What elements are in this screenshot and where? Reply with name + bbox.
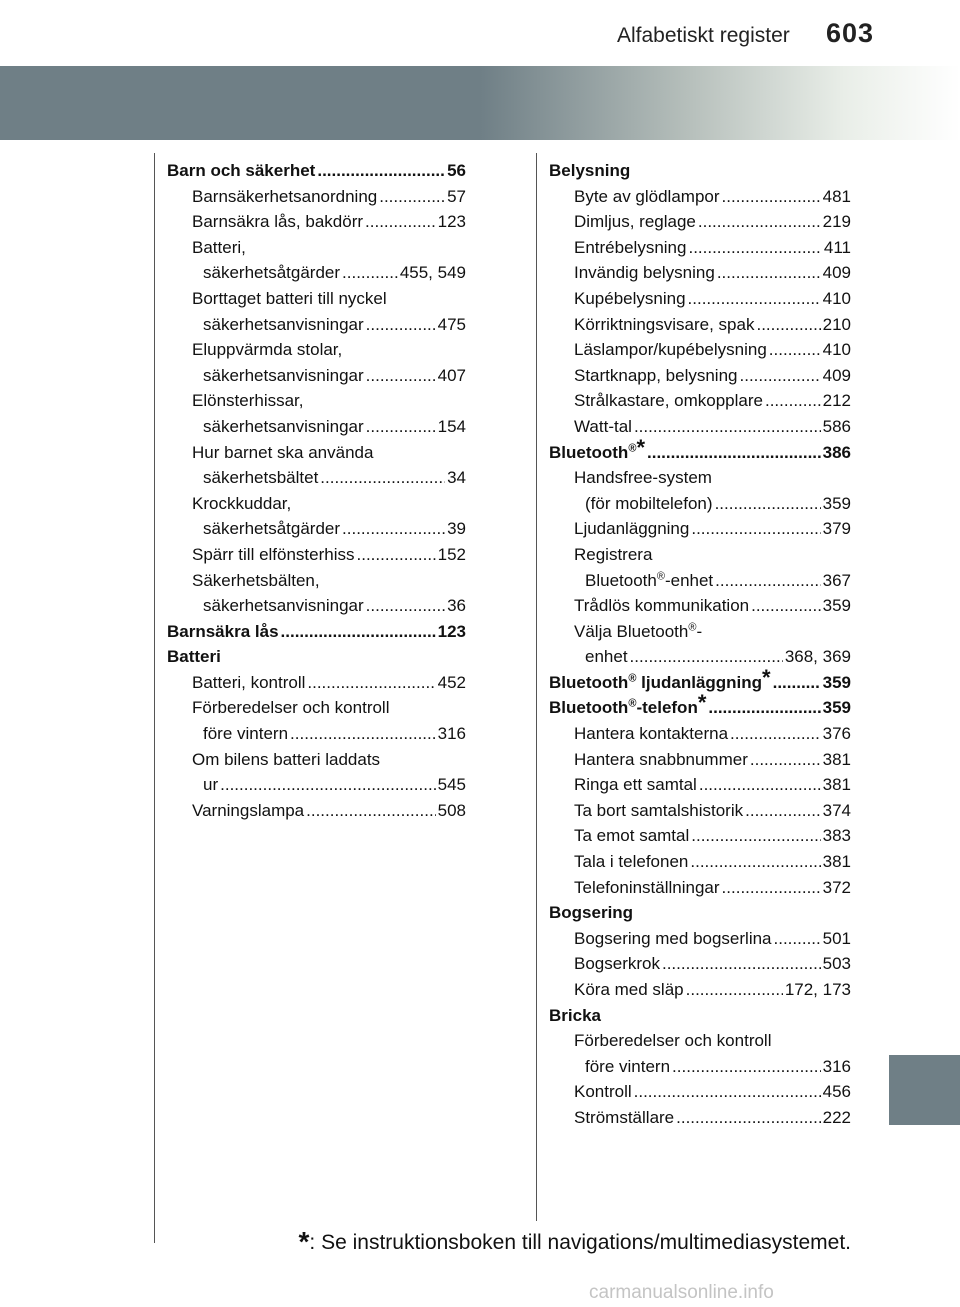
entry-label: Välja Bluetooth®- — [574, 621, 703, 641]
leader-dots — [366, 363, 436, 389]
leader-dots — [769, 337, 821, 363]
page-number: 603 — [826, 18, 875, 48]
entry-label: Strålkastare, omkopplare — [574, 391, 763, 411]
entry-label: Förberedelser och kontroll — [192, 698, 390, 718]
entry-label: Invändig belysning — [574, 263, 715, 283]
page-reference: 154 — [437, 416, 466, 436]
page-reference: 501 — [822, 928, 851, 948]
index-entry — [167, 721, 466, 747]
entry-label: Kupébelysning — [574, 288, 686, 308]
leader-dots — [672, 1054, 821, 1080]
page-reference: 34 — [447, 468, 466, 488]
entry-label: Telefoninställningar — [574, 877, 720, 897]
index-entry — [549, 644, 851, 670]
page-reference: 359 — [822, 596, 851, 616]
page-reference: 316 — [437, 724, 466, 744]
entry-label: Barnsäkerhetsanordning — [192, 186, 378, 206]
entry-label: Dimljus, reglage — [574, 212, 696, 232]
index-entry — [167, 516, 466, 542]
index-heading — [549, 900, 851, 926]
page-reference: 381 — [822, 749, 851, 769]
index-entry — [549, 593, 851, 619]
entry-label: Bogsering — [549, 903, 634, 923]
index-entry — [549, 823, 851, 849]
leader-dots — [745, 798, 821, 824]
index-entry — [549, 951, 851, 977]
index-entry — [167, 670, 466, 696]
page-reference: 381 — [822, 852, 851, 872]
index-entry — [549, 312, 851, 338]
index-entry — [167, 772, 466, 798]
entry-label: Hur barnet ska använda — [192, 442, 374, 462]
entry-label: Köra med släp — [574, 980, 684, 999]
index-entry — [549, 772, 851, 798]
entry-label: Hantera kontakterna — [574, 724, 729, 744]
entry-label: Tala i telefonen — [574, 852, 689, 872]
index-column-right — [549, 158, 851, 1131]
index-entry — [549, 516, 851, 542]
index-heading — [549, 690, 851, 721]
entry-label: Eluppvärmda stolar, — [192, 340, 343, 360]
page-reference: 508 — [437, 800, 466, 820]
leader-dots — [699, 772, 821, 798]
index-entry — [167, 363, 466, 389]
index-heading — [167, 158, 466, 184]
entry-label: Ta emot samtal — [574, 826, 690, 846]
leader-dots — [281, 619, 436, 645]
index-entry — [167, 209, 466, 235]
index-entry — [167, 312, 466, 338]
page-reference: 481 — [822, 186, 851, 206]
index-entry — [549, 926, 851, 952]
index-entry — [549, 465, 851, 491]
page-reference: 586 — [822, 416, 851, 436]
entry-label: Batteri, kontroll — [192, 672, 306, 692]
page-reference: 376 — [822, 724, 851, 744]
page-reference: 56 — [447, 161, 466, 180]
entry-label: Trådlös kommunikation — [574, 596, 750, 616]
page-reference: 359 — [822, 672, 851, 692]
entry-label: Säkerhetsbälten, — [192, 570, 320, 590]
entry-label: säkerhetsåtgärder — [203, 519, 341, 539]
leader-dots — [688, 235, 821, 261]
leader-dots — [647, 440, 821, 466]
index-entry — [167, 337, 466, 363]
index-entry — [167, 568, 466, 594]
page-reference: 409 — [822, 263, 851, 283]
entry-label: Batteri — [167, 647, 221, 667]
entry-label: Strömställare — [574, 1107, 675, 1127]
entry-label: Handsfree-system — [574, 468, 712, 488]
header-banner — [0, 66, 960, 140]
leader-dots — [773, 670, 821, 696]
index-entry — [549, 568, 851, 594]
index-entry — [549, 1054, 851, 1080]
entry-label: Bogserkrok — [574, 954, 660, 974]
entry-label: ur — [203, 775, 219, 795]
page-reference: 359 — [822, 493, 851, 513]
entry-label: Watt-tal — [574, 416, 632, 436]
index-entry — [167, 286, 466, 312]
index-entry — [549, 849, 851, 875]
page-reference: 210 — [822, 314, 851, 334]
entry-label: Startknapp, belysning — [574, 365, 738, 385]
entry-label: Barn och säkerhet — [167, 161, 316, 180]
page-reference: 475 — [437, 314, 466, 334]
index-entry — [549, 1028, 851, 1054]
watermark: carmanualsonline.info — [589, 1282, 774, 1303]
leader-dots — [774, 926, 821, 952]
entry-label: Belysning — [549, 161, 631, 180]
page-reference: 212 — [822, 391, 851, 411]
leader-dots — [306, 798, 435, 824]
leader-dots — [730, 721, 821, 747]
leader-dots — [357, 542, 436, 568]
registered-mark: ® — [628, 672, 637, 685]
leader-dots — [634, 414, 821, 440]
index-heading — [167, 644, 466, 670]
footnote — [299, 1226, 852, 1258]
page-reference: 545 — [437, 775, 466, 795]
entry-label: Entrébelysning — [574, 237, 687, 257]
page-reference: 152 — [437, 544, 466, 564]
leader-dots — [691, 823, 820, 849]
page-reference: 367 — [822, 570, 851, 590]
entry-label: Krockkuddar, — [192, 493, 292, 513]
entry-label: Bluetooth®* — [549, 434, 645, 462]
leader-dots — [691, 516, 820, 542]
leader-dots — [715, 568, 820, 594]
leader-dots — [722, 875, 821, 901]
page-reference: 57 — [447, 186, 466, 206]
leader-dots — [750, 747, 821, 773]
entry-label: Bluetooth®-enhet — [585, 569, 714, 590]
leader-dots — [715, 491, 821, 517]
leader-dots — [342, 260, 398, 286]
page-reference: 455, 549 — [399, 263, 466, 283]
leader-dots — [365, 209, 436, 235]
entry-label: Barnsäkra lås, bakdörr — [192, 212, 364, 232]
leader-dots — [740, 363, 821, 389]
middle-column-rule — [536, 153, 537, 1221]
page-reference: 409 — [822, 365, 851, 385]
index-entry — [167, 235, 466, 261]
page-reference: 36 — [447, 596, 466, 616]
index-entry — [549, 619, 851, 645]
leader-dots — [676, 1105, 820, 1131]
leader-dots — [366, 414, 436, 440]
page-reference: 372 — [822, 877, 851, 897]
entry-label: före vintern — [203, 724, 289, 744]
index-entry — [167, 440, 466, 466]
index-entry — [167, 184, 466, 210]
index-entry — [549, 542, 851, 568]
page-reference: 39 — [447, 519, 466, 539]
entry-label: Batteri, — [192, 237, 246, 257]
leader-dots — [366, 312, 436, 338]
entry-label: Körriktningsvisare, spak — [574, 314, 755, 334]
index-entry — [167, 542, 466, 568]
leader-dots — [688, 286, 821, 312]
registered-mark: ® — [628, 441, 637, 454]
entry-label: säkerhetsanvisningar — [203, 596, 364, 616]
entry-label: Borttaget batteri till nyckel — [192, 288, 387, 308]
entry-label: Spärr till elfönsterhiss — [192, 544, 355, 564]
index-entry — [549, 491, 851, 517]
section-title: Alfabetiskt register — [617, 24, 790, 47]
leader-dots — [307, 670, 435, 696]
page-reference: 383 — [822, 826, 851, 846]
entry-label: Registrera — [574, 544, 653, 564]
leader-dots — [320, 465, 445, 491]
index-heading — [549, 434, 851, 466]
index-entry — [167, 465, 466, 491]
leader-dots — [717, 260, 821, 286]
entry-label: säkerhetsåtgärder — [203, 263, 341, 283]
index-entry — [549, 721, 851, 747]
index-entry — [167, 491, 466, 517]
page-reference: 219 — [822, 212, 851, 232]
page-reference: 407 — [437, 365, 466, 385]
index-entry — [549, 337, 851, 363]
leader-dots — [690, 849, 820, 875]
entry-label: Bogsering med bogserlina — [574, 928, 772, 948]
index-entry — [167, 260, 466, 286]
leader-dots — [662, 951, 821, 977]
index-entry — [167, 747, 466, 773]
page-reference: 386 — [822, 442, 851, 462]
entry-label: säkerhetsbältet — [203, 468, 319, 488]
entry-label: Ta bort samtalshistorik — [574, 800, 744, 820]
page-reference: 123 — [437, 621, 466, 641]
entry-label: Varningslampa — [192, 800, 305, 820]
registered-mark: ® — [628, 697, 637, 710]
index-entry — [167, 798, 466, 824]
index-entry — [549, 977, 851, 1003]
index-heading — [549, 1003, 851, 1029]
entry-label: Läslampor/kupébelysning — [574, 340, 767, 360]
index-heading — [167, 619, 466, 645]
entry-label: Ringa ett samtal — [574, 775, 697, 795]
entry-label: (för mobiltelefon) — [585, 493, 713, 513]
index-entry — [167, 695, 466, 721]
entry-label: säkerhetsanvisningar — [203, 365, 364, 385]
entry-label: Ljudanläggning — [574, 519, 690, 539]
footnote-star-mark: * — [697, 690, 707, 716]
footnote-star-mark: * — [636, 434, 645, 460]
page-reference: 411 — [823, 237, 851, 257]
entry-label: Byte av glödlampor — [574, 186, 720, 206]
leader-dots — [751, 593, 821, 619]
registered-mark: ® — [656, 569, 665, 582]
page-reference: 381 — [822, 775, 851, 795]
entry-label: Barnsäkra lås — [167, 621, 279, 641]
index-entry — [549, 1105, 851, 1131]
index-entry — [549, 260, 851, 286]
page-reference: 123 — [437, 212, 466, 232]
entry-label: säkerhetsanvisningar — [203, 416, 364, 436]
leader-dots — [708, 695, 820, 721]
footnote-asterisk: * — [298, 1226, 310, 1257]
registered-mark: ® — [688, 621, 697, 634]
entry-label: Förberedelser och kontroll — [574, 1031, 772, 1051]
page-reference: 456 — [822, 1082, 851, 1102]
entry-label: Bricka — [549, 1005, 601, 1025]
footnote-text: : Se instruktionsboken till navigations/multimediasystemet. — [309, 1231, 851, 1254]
leader-dots — [317, 158, 445, 184]
leader-dots — [765, 388, 821, 414]
index-column-left — [167, 158, 466, 823]
leader-dots — [342, 516, 445, 542]
left-column-rule — [154, 153, 155, 1243]
leader-dots — [290, 721, 436, 747]
entry-label: Om bilens batteri laddats — [192, 749, 381, 769]
leader-dots — [722, 184, 821, 210]
entry-label: Bluetooth® ljudanläggning* — [549, 664, 771, 692]
index-entry — [167, 593, 466, 619]
entry-label: enhet — [585, 647, 628, 667]
index-entry — [549, 875, 851, 901]
leader-dots — [630, 644, 783, 670]
index-entry — [167, 414, 466, 440]
entry-label: före vintern — [585, 1056, 671, 1076]
page-reference: 503 — [822, 954, 851, 974]
footnote-star-mark: * — [762, 664, 771, 690]
page-reference: 410 — [822, 340, 851, 360]
entry-label: Bluetooth®-telefon* — [549, 690, 707, 718]
index-heading — [549, 158, 851, 184]
index-entry — [549, 235, 851, 261]
leader-dots — [756, 312, 820, 338]
leader-dots — [379, 184, 445, 210]
leader-dots — [698, 209, 821, 235]
page-reference: 359 — [822, 698, 851, 718]
page-reference: 410 — [822, 288, 851, 308]
page-reference: 374 — [822, 800, 851, 820]
page-reference: 316 — [822, 1056, 851, 1076]
leader-dots — [220, 772, 436, 798]
page-reference: 368, 369 — [784, 647, 851, 667]
index-entry — [549, 1079, 851, 1105]
leader-dots — [366, 593, 445, 619]
leader-dots — [686, 977, 783, 1003]
leader-dots — [634, 1079, 821, 1105]
page-reference: 222 — [822, 1107, 851, 1127]
page-reference: 452 — [437, 672, 466, 692]
index-entry — [549, 209, 851, 235]
section-side-tab — [889, 1055, 960, 1125]
index-entry — [549, 414, 851, 440]
index-entry — [549, 798, 851, 824]
entry-label: säkerhetsanvisningar — [203, 314, 364, 334]
index-entry — [549, 363, 851, 389]
index-entry — [549, 388, 851, 414]
index-entry — [549, 747, 851, 773]
entry-label: Hantera snabbnummer — [574, 749, 748, 769]
index-entry — [549, 286, 851, 312]
entry-label: Elönsterhissar, — [192, 391, 304, 411]
entry-label: Kontroll — [574, 1082, 632, 1102]
index-entry — [549, 184, 851, 210]
page-reference: 379 — [822, 519, 851, 539]
page-reference: 172, 173 — [784, 980, 851, 999]
index-entry — [167, 388, 466, 414]
